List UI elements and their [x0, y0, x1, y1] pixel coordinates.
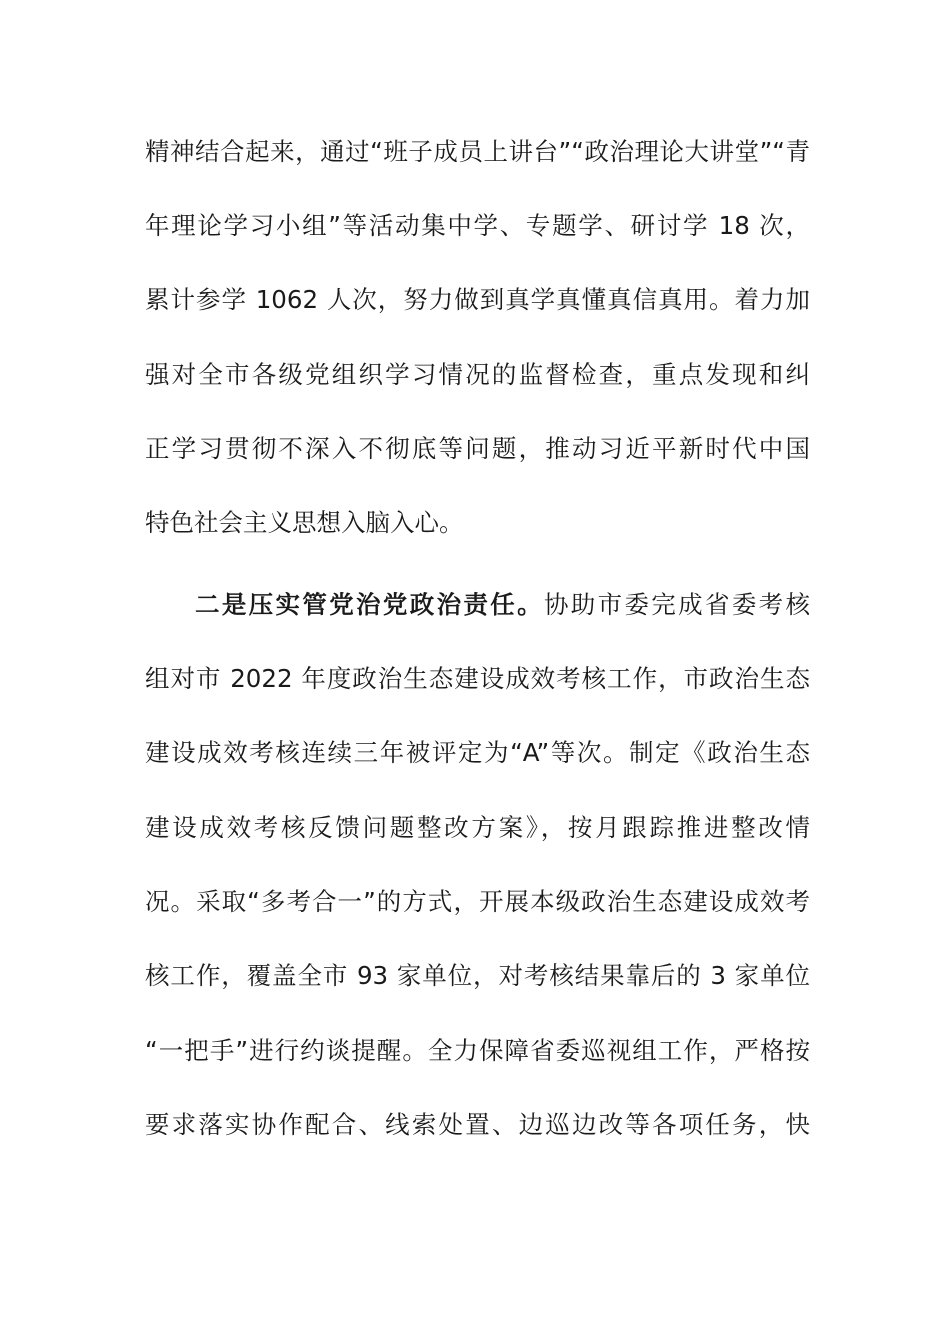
paragraph-lead-heading: 二是压实管党治党政治责任。 [195, 590, 544, 619]
text-line: 年理论学习小组”等活动集中学、专题学、研讨学 18 次， [145, 211, 810, 240]
text-line: 特色社会主义思想入脑入心。 [145, 508, 464, 537]
text-line: 建设成效考核连续三年被评定为“A”等次。制定《政治生态 [145, 738, 810, 767]
text-line: “一把手”进行约谈提醒。全力保障省委巡视组工作，严格按 [145, 1036, 810, 1065]
text-line: 核工作，覆盖全市 93 家单位，对考核结果靠后的 3 家单位 [145, 961, 810, 990]
text-line: 要求落实协作配合、线索处置、边巡边改等各项任务，快 [145, 1110, 810, 1139]
text-line: 累计参学 1062 人次，努力做到真学真懂真信真用。着力加 [145, 285, 810, 314]
text-line-first [195, 589, 810, 621]
text-line: 精神结合起来，通过“班子成员上讲台”“政治理论大讲堂”“青 [145, 137, 810, 166]
text-run: 协助市委完成省委考核 [543, 590, 811, 619]
text-line: 组对市 2022 年度政治生态建设成效考核工作，市政治生态 [145, 664, 810, 693]
text-line: 建设成效考核反馈问题整改方案》，按月跟踪推进整改情 [145, 813, 810, 842]
text-line: 强对全市各级党组织学习情况的监督检查，重点发现和纠 [145, 360, 810, 389]
text-line: 正学习贯彻不深入不彻底等问题，推动习近平新时代中国 [145, 434, 810, 463]
text-line: 况。采取“多考合一”的方式，开展本级政治生态建设成效考 [145, 887, 810, 916]
